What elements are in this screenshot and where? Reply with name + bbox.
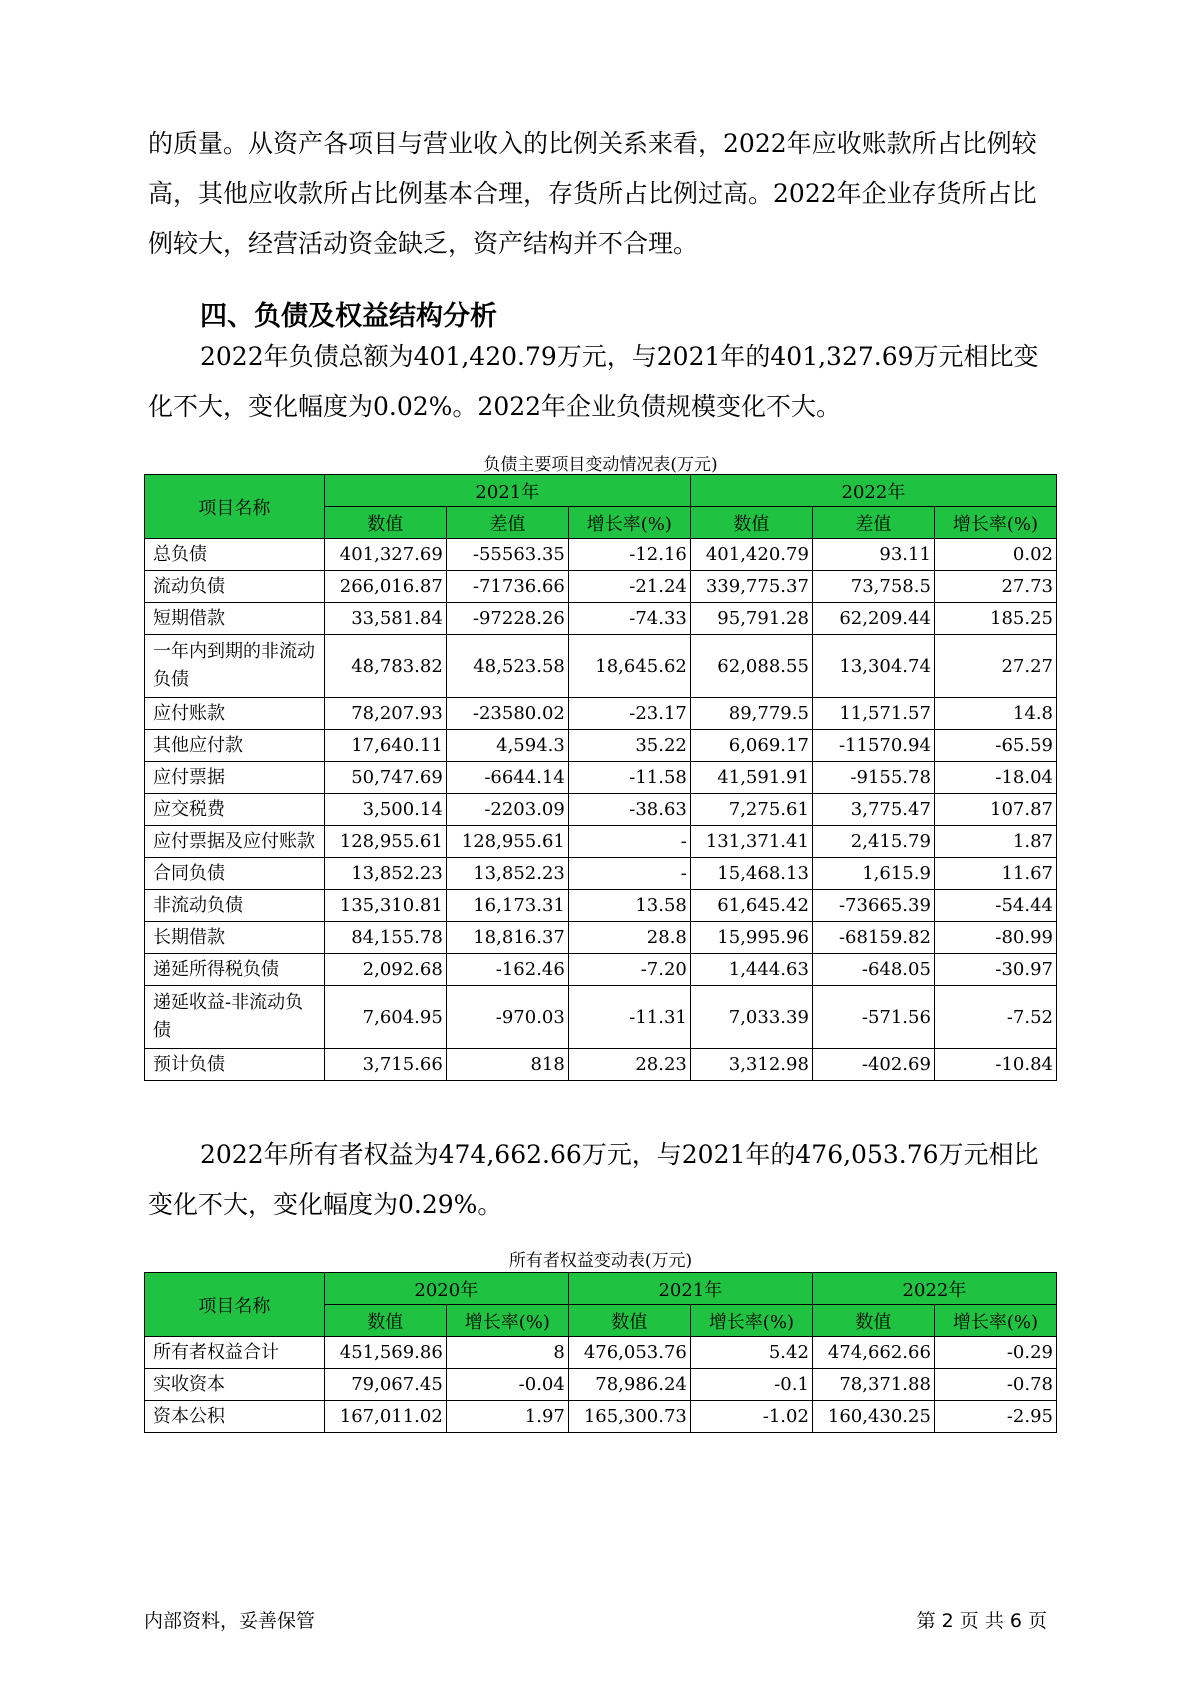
table-cell: 27.27 xyxy=(934,635,1056,698)
table-cell: 73,758.5 xyxy=(812,571,934,603)
row-label: 应付票据及应付账款 xyxy=(145,826,325,858)
table-cell: -54.44 xyxy=(934,890,1056,922)
table-cell: 14.8 xyxy=(934,698,1056,730)
table-cell: -2.95 xyxy=(934,1401,1056,1433)
liability-paragraph: 2022年负债总额为401,420.79万元，与2021年的401,327.69万元相比变化不大，变化幅度为0.02%。2022年企业负债规模变化不大。 xyxy=(148,342,1039,421)
equity-table xyxy=(144,1272,1057,1433)
table-row xyxy=(145,539,1057,571)
table-row xyxy=(145,922,1057,954)
year-header: 2022年 xyxy=(812,1273,1056,1305)
table-cell: 13,852.23 xyxy=(324,858,446,890)
table-row xyxy=(145,1401,1057,1433)
table-cell: -74.33 xyxy=(568,603,690,635)
table-cell: 93.11 xyxy=(812,539,934,571)
liability-table-caption: 负债主要项目变动情况表(万元) xyxy=(483,455,718,475)
table-cell: 160,430.25 xyxy=(812,1401,934,1433)
table-cell: -80.99 xyxy=(934,922,1056,954)
table-cell: 167,011.02 xyxy=(324,1401,446,1433)
table-cell: 61,645.42 xyxy=(690,890,812,922)
table-cell: 35.22 xyxy=(568,730,690,762)
table-cell: 28.23 xyxy=(568,1049,690,1081)
row-label: 总负债 xyxy=(145,539,325,571)
table-cell: -23580.02 xyxy=(446,698,568,730)
row-label: 短期借款 xyxy=(145,603,325,635)
table-cell: 1.87 xyxy=(934,826,1056,858)
table-cell: 1,615.9 xyxy=(812,858,934,890)
table-cell: 107.87 xyxy=(934,794,1056,826)
table-row xyxy=(145,1369,1057,1401)
column-header: 数值 xyxy=(690,507,812,539)
table-cell: 33,581.84 xyxy=(324,603,446,635)
intro-paragraph: 的质量。从资产各项目与营业收入的比例关系来看，2022年应收账款所占比例较高，其他应收款所占比例基本合理，存货所占比例过高。2022年企业存货所占比例较大，经营活动资金缺乏，资产结构并不合理。 xyxy=(148,129,1037,258)
row-label: 应付账款 xyxy=(145,698,325,730)
table-cell: 18,816.37 xyxy=(446,922,568,954)
table-row xyxy=(145,986,1057,1049)
table-cell: -11570.94 xyxy=(812,730,934,762)
row-label: 其他应付款 xyxy=(145,730,325,762)
table-cell: 13.58 xyxy=(568,890,690,922)
item-name-header: 项目名称 xyxy=(145,475,325,539)
table-cell: 476,053.76 xyxy=(568,1337,690,1369)
table-cell: 7,275.61 xyxy=(690,794,812,826)
table-cell: 78,986.24 xyxy=(568,1369,690,1401)
row-label: 非流动负债 xyxy=(145,890,325,922)
table-cell: 48,783.82 xyxy=(324,635,446,698)
table-cell: - xyxy=(568,826,690,858)
column-header: 数值 xyxy=(324,507,446,539)
table-cell: 18,645.62 xyxy=(568,635,690,698)
column-header: 数值 xyxy=(812,1305,934,1337)
table-cell: 6,069.17 xyxy=(690,730,812,762)
table-cell: -2203.09 xyxy=(446,794,568,826)
table-cell: 3,775.47 xyxy=(812,794,934,826)
table-cell: 16,173.31 xyxy=(446,890,568,922)
table-cell: -9155.78 xyxy=(812,762,934,794)
column-header: 差值 xyxy=(446,507,568,539)
table-cell: 15,995.96 xyxy=(690,922,812,954)
item-name-header: 项目名称 xyxy=(145,1273,325,1337)
year-header: 2022年 xyxy=(690,475,1056,507)
table-cell: 78,207.93 xyxy=(324,698,446,730)
table-cell: -970.03 xyxy=(446,986,568,1049)
table-cell: 50,747.69 xyxy=(324,762,446,794)
row-label: 流动负债 xyxy=(145,571,325,603)
table-cell: 185.25 xyxy=(934,603,1056,635)
table-cell: 3,715.66 xyxy=(324,1049,446,1081)
table-cell: -18.04 xyxy=(934,762,1056,794)
table-cell: -68159.82 xyxy=(812,922,934,954)
table-cell: 3,500.14 xyxy=(324,794,446,826)
table-cell: 451,569.86 xyxy=(324,1337,446,1369)
table-cell: -7.52 xyxy=(934,986,1056,1049)
row-label: 预计负债 xyxy=(145,1049,325,1081)
equity-table-caption: 所有者权益变动表(万元) xyxy=(508,1251,693,1271)
row-label: 一年内到期的非流动负债 xyxy=(145,635,325,698)
table-cell: 1,444.63 xyxy=(690,954,812,986)
table-cell: - xyxy=(568,858,690,890)
table-cell: -23.17 xyxy=(568,698,690,730)
table-cell: -6644.14 xyxy=(446,762,568,794)
row-label: 实收资本 xyxy=(145,1369,325,1401)
table-cell: 474,662.66 xyxy=(812,1337,934,1369)
row-label: 应付票据 xyxy=(145,762,325,794)
table-cell: -12.16 xyxy=(568,539,690,571)
table-cell: 78,371.88 xyxy=(812,1369,934,1401)
table-cell: -1.02 xyxy=(690,1401,812,1433)
table-row xyxy=(145,794,1057,826)
table-cell: 401,420.79 xyxy=(690,539,812,571)
table-row xyxy=(145,826,1057,858)
table-cell: -11.58 xyxy=(568,762,690,794)
column-header: 增长率(%) xyxy=(934,1305,1056,1337)
row-label: 所有者权益合计 xyxy=(145,1337,325,1369)
table-cell: -162.46 xyxy=(446,954,568,986)
table-row xyxy=(145,954,1057,986)
table-cell: 95,791.28 xyxy=(690,603,812,635)
table-row xyxy=(145,730,1057,762)
table-cell: -38.63 xyxy=(568,794,690,826)
table-cell: -571.56 xyxy=(812,986,934,1049)
table-cell: 11,571.57 xyxy=(812,698,934,730)
table-cell: 79,067.45 xyxy=(324,1369,446,1401)
table-cell: 11.67 xyxy=(934,858,1056,890)
table-cell: 62,209.44 xyxy=(812,603,934,635)
year-header: 2021年 xyxy=(324,475,690,507)
table-row xyxy=(145,698,1057,730)
table-cell: 339,775.37 xyxy=(690,571,812,603)
table-row xyxy=(145,858,1057,890)
table-cell: 13,852.23 xyxy=(446,858,568,890)
table-cell: -55563.35 xyxy=(446,539,568,571)
footer-confidential-note: 内部资料，妥善保管 xyxy=(144,1610,316,1632)
table-cell: 84,155.78 xyxy=(324,922,446,954)
table-cell: 128,955.61 xyxy=(324,826,446,858)
column-header: 数值 xyxy=(568,1305,690,1337)
table-cell: 8 xyxy=(446,1337,568,1369)
table-cell: -97228.26 xyxy=(446,603,568,635)
table-cell: -11.31 xyxy=(568,986,690,1049)
table-cell: -402.69 xyxy=(812,1049,934,1081)
table-cell: 131,371.41 xyxy=(690,826,812,858)
table-cell: 165,300.73 xyxy=(568,1401,690,1433)
table-cell: 3,312.98 xyxy=(690,1049,812,1081)
table-cell: 15,468.13 xyxy=(690,858,812,890)
row-label: 应交税费 xyxy=(145,794,325,826)
table-cell: 89,779.5 xyxy=(690,698,812,730)
table-cell: -71736.66 xyxy=(446,571,568,603)
table-cell: -7.20 xyxy=(568,954,690,986)
table-cell: 401,327.69 xyxy=(324,539,446,571)
table-row xyxy=(145,1337,1057,1369)
column-header: 增长率(%) xyxy=(568,507,690,539)
table-cell: -65.59 xyxy=(934,730,1056,762)
table-cell: -0.1 xyxy=(690,1369,812,1401)
column-header: 增长率(%) xyxy=(446,1305,568,1337)
footer-page-number: 第 2 页 共 6 页 xyxy=(916,1610,1047,1632)
table-row xyxy=(145,635,1057,698)
column-header: 增长率(%) xyxy=(690,1305,812,1337)
section-heading: 四、负债及权益结构分析 xyxy=(200,301,497,332)
year-header: 2021年 xyxy=(568,1273,812,1305)
table-cell: -0.29 xyxy=(934,1337,1056,1369)
table-cell: -0.78 xyxy=(934,1369,1056,1401)
table-row xyxy=(145,890,1057,922)
table-cell: 48,523.58 xyxy=(446,635,568,698)
row-label: 递延所得税负债 xyxy=(145,954,325,986)
column-header: 数值 xyxy=(324,1305,446,1337)
table-cell: 266,016.87 xyxy=(324,571,446,603)
table-cell: -10.84 xyxy=(934,1049,1056,1081)
equity-paragraph: 2022年所有者权益为474,662.66万元，与2021年的476,053.76万元相比变化不大，变化幅度为0.29%。 xyxy=(148,1140,1039,1219)
table-cell: 0.02 xyxy=(934,539,1056,571)
table-cell: 13,304.74 xyxy=(812,635,934,698)
table-row xyxy=(145,571,1057,603)
table-cell: 2,092.68 xyxy=(324,954,446,986)
table-cell: 41,591.91 xyxy=(690,762,812,794)
table-cell: 28.8 xyxy=(568,922,690,954)
table-cell: 818 xyxy=(446,1049,568,1081)
column-header: 增长率(%) xyxy=(934,507,1056,539)
table-cell: 128,955.61 xyxy=(446,826,568,858)
table-cell: 17,640.11 xyxy=(324,730,446,762)
table-cell: 27.73 xyxy=(934,571,1056,603)
table-row xyxy=(145,762,1057,794)
row-label: 递延收益-非流动负债 xyxy=(145,986,325,1049)
liability-table xyxy=(144,474,1057,1081)
table-cell: -30.97 xyxy=(934,954,1056,986)
table-cell: 2,415.79 xyxy=(812,826,934,858)
table-cell: -21.24 xyxy=(568,571,690,603)
table-cell: -73665.39 xyxy=(812,890,934,922)
table-cell: 5.42 xyxy=(690,1337,812,1369)
table-cell: 135,310.81 xyxy=(324,890,446,922)
table-row xyxy=(145,1049,1057,1081)
table-cell: -0.04 xyxy=(446,1369,568,1401)
column-header: 差值 xyxy=(812,507,934,539)
row-label: 长期借款 xyxy=(145,922,325,954)
table-cell: 1.97 xyxy=(446,1401,568,1433)
row-label: 资本公积 xyxy=(145,1401,325,1433)
table-cell: 7,604.95 xyxy=(324,986,446,1049)
table-cell: 7,033.39 xyxy=(690,986,812,1049)
table-cell: -648.05 xyxy=(812,954,934,986)
year-header: 2020年 xyxy=(324,1273,568,1305)
row-label: 合同负债 xyxy=(145,858,325,890)
table-cell: 62,088.55 xyxy=(690,635,812,698)
table-cell: 4,594.3 xyxy=(446,730,568,762)
table-row xyxy=(145,603,1057,635)
